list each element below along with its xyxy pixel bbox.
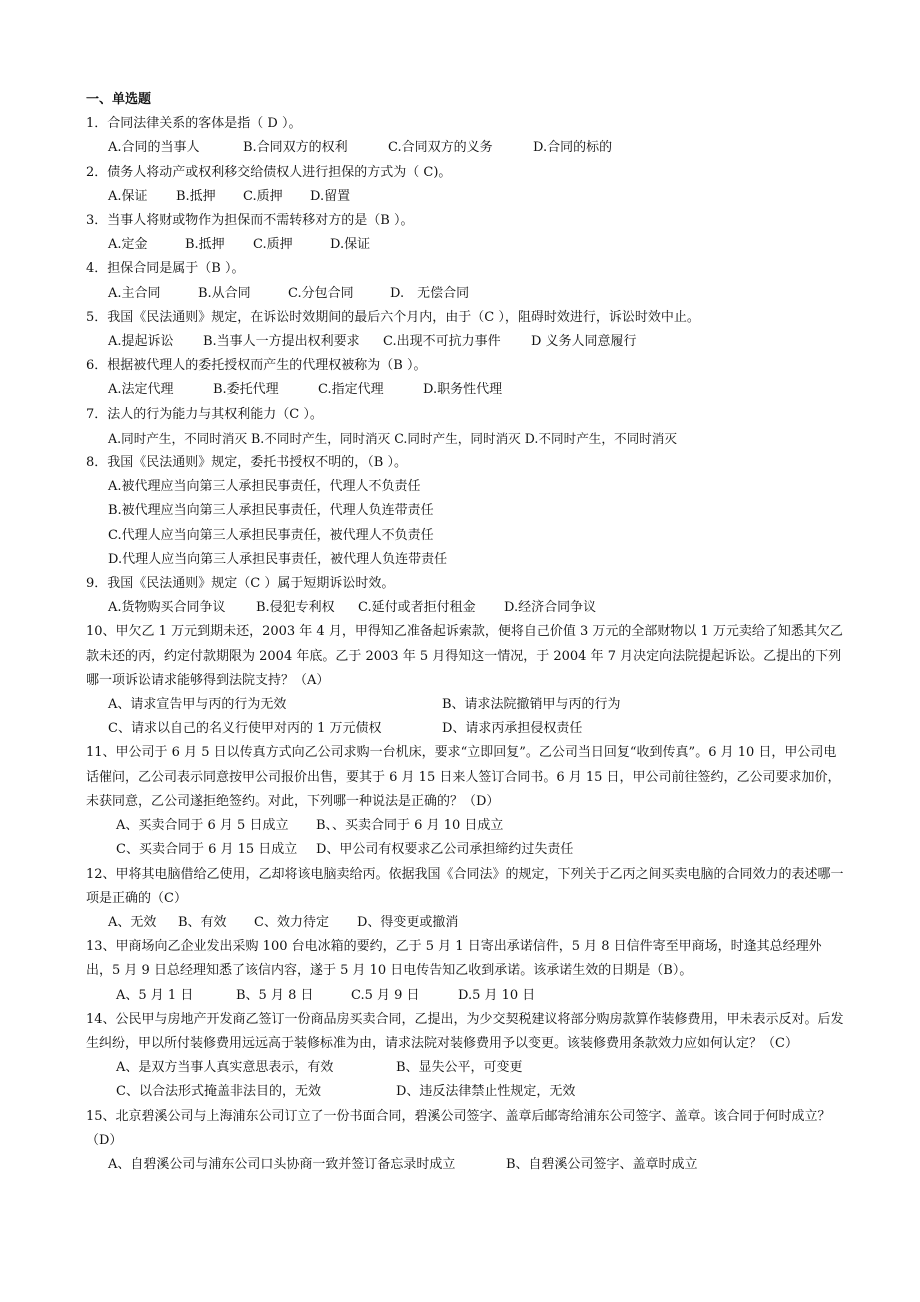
question-text: 担保合同是属于（B ）。 [107, 261, 245, 277]
question-number: 14、 [86, 1011, 116, 1027]
question-12-options [86, 911, 846, 935]
option-d: D、违反法律禁止性规定，无效 [396, 1084, 576, 1100]
option-b: B.抵押 [176, 188, 216, 204]
option-c: C、以合法形式掩盖非法目的，无效 [116, 1084, 321, 1100]
option-c: C.5 月 9 日 [351, 987, 420, 1003]
question-14 [86, 1008, 846, 1056]
option-a: A.主合同 [108, 285, 161, 301]
question-3 [86, 209, 846, 233]
question-number: 9． [86, 576, 108, 592]
option-c: C.出现不可抗力事件 [383, 334, 501, 350]
question-14-options [86, 1056, 846, 1104]
question-text: 当事人将财或物作为担保而不需转移对方的是（B ）。 [107, 213, 414, 229]
option-a: A.法定代理 [108, 382, 174, 398]
question-text: 北京碧溪公司与上海浦东公司订立了一份书面合同，碧溪公司签字、盖章后邮寄给浦东公司签字、盖章。该合同于何时成立？（D） [86, 1108, 831, 1148]
question-text: 债务人将动产或权利移交给债权人进行担保的方式为（ C)。 [107, 164, 452, 180]
question-15-options [86, 1153, 846, 1177]
question-1-options [86, 136, 846, 160]
option-b: B.合同双方的权利 [243, 140, 348, 156]
question-number: 15、 [86, 1108, 116, 1124]
option-a: A、请求宣告甲与丙的行为无效 [108, 697, 287, 713]
question-6 [86, 354, 846, 378]
option-b: B、5 月 8 日 [236, 987, 314, 1003]
option-c: C、效力待定 [254, 914, 329, 930]
question-number: 7． [86, 406, 108, 422]
option-d: D.职务性代理 [423, 382, 503, 398]
question-text: 甲公司于 6 月 5 日以传真方式向乙公司求购一台机床，要求“立即回复”。乙公司当日回复“收到传真”。6 月 10 日，甲公司电话催问，乙公司表示同意按甲公司报价出售，要其于 6 月 15 日来人签订合同书。6 月 15 日，甲公司前往签约，乙公司要求加价，未获同意，乙公司遂拒绝签约。对此，下列哪一种说法是正确的？（D） [86, 745, 841, 809]
question-2 [86, 161, 846, 185]
option-a: A.被代理应当向第三人承担民事责任，代理人不负责任 [108, 479, 421, 495]
question-4-options [86, 282, 846, 306]
question-2-options [86, 185, 846, 209]
question-5-options [86, 330, 846, 354]
option-b: B.委托代理 [213, 382, 279, 398]
option-c: C.质押 [243, 188, 283, 204]
question-11-options [86, 814, 846, 862]
option-a: A.货物购买合同争议 [108, 600, 226, 616]
question-text: 法人的行为能力与其权利能力（C ）。 [107, 406, 323, 422]
option-c: C.代理人应当向第三人承担民事责任，被代理人不负责任 [108, 527, 434, 543]
question-12 [86, 863, 846, 911]
question-7-options: A.同时产生，不同时消灭 B.不同时产生，同时消灭 C.同时产生，同时消灭 D.不同时产生，不同时消灭 [108, 430, 677, 446]
option-a: A.保证 [108, 188, 148, 204]
question-4 [86, 257, 846, 281]
document-page [86, 88, 846, 1177]
question-text: 我国《民法通则》规定，委托书授权不明的，（B ）。 [107, 455, 407, 471]
option-d: D 义务人同意履行 [531, 334, 637, 350]
option-a: A、买卖合同于 6 月 5 日成立 [116, 818, 289, 834]
option-a: A、是双方当事人真实意思表示，有效 [116, 1060, 334, 1076]
option-b: B、自碧溪公司签字、盖章时成立 [506, 1156, 698, 1172]
question-number: 2． [86, 164, 108, 180]
option-d: D.留置 [310, 188, 351, 204]
question-3-options [86, 233, 846, 257]
option-d: D.合同的标的 [533, 140, 613, 156]
option-a: A.合同的当事人 [108, 140, 200, 156]
option-c: C.指定代理 [318, 382, 384, 398]
option-b: B.从合同 [198, 285, 251, 301]
question-11 [86, 741, 846, 814]
option-c: C、请求以自己的名义行使甲对丙的 1 万元债权 [108, 721, 382, 737]
option-a: A.提起诉讼 [108, 334, 174, 350]
option-b: B、显失公平，可变更 [396, 1060, 523, 1076]
question-8 [86, 451, 846, 475]
question-8-options [86, 475, 846, 572]
question-text: 甲商场向乙企业发出采购 100 台电冰箱的要约，乙于 5 月 1 日寄出承诺信件，5 月 8 日信件寄至甲商场，时逢其总经理外出，5 月 9 日总经理知悉了该信内容，遂于 5 月 10 日电传告知乙收到承诺。该承诺生效的日期是（B）。 [86, 939, 822, 979]
question-13-options [86, 984, 846, 1008]
question-10-options [86, 693, 846, 741]
question-7 [86, 403, 846, 427]
question-15 [86, 1105, 846, 1153]
option-b: B、、买卖合同于 6 月 10 日成立 [316, 818, 504, 834]
option-c: C.合同双方的义务 [388, 140, 493, 156]
option-d: D、得变更或撤消 [357, 914, 459, 930]
option-c: C.分包合同 [288, 285, 354, 301]
option-b: B.当事人一方提出权利要求 [203, 334, 360, 350]
option-b: B、请求法院撤销甲与丙的行为 [442, 697, 621, 713]
question-number: 4． [86, 261, 108, 277]
question-6-options [86, 378, 846, 402]
question-number: 3． [86, 213, 108, 229]
question-1 [86, 112, 846, 136]
option-d: D.保证 [330, 237, 371, 253]
question-number: 8． [86, 455, 108, 471]
option-c: C、买卖合同于 6 月 15 日成立 [116, 842, 298, 858]
option-d: D.5 月 10 日 [458, 987, 536, 1003]
question-text: 我国《民法通则》规定，在诉讼时效期间的最后六个月内，由于（C ），阻碍时效进行，诉讼时效中止。 [107, 309, 700, 325]
question-number: 6． [86, 358, 108, 374]
question-text: 根据被代理人的委托授权而产生的代理权被称为（B ）。 [107, 358, 427, 374]
option-d: D.经济合同争议 [504, 600, 597, 616]
question-text: 甲欠乙 1 万元到期未还，2003 年 4 月，甲得知乙准备起诉索款，便将自己价值 3 万元的全部财物以 1 万元卖给了知悉其欠乙款未还的丙，约定付款期限为 2004 年底。乙于 2003 年 5 月得知这一情况，于 2004 年 7 月决定向法院提起诉讼。乙提出的下列哪一项诉讼请求能够得到法院支持？（A） [86, 624, 843, 688]
question-9 [86, 572, 846, 596]
question-10 [86, 620, 846, 693]
option-a: A、无效 [108, 914, 157, 930]
question-text: 我国《民法通则》规定（C ）属于短期诉讼时效。 [107, 576, 395, 592]
question-13 [86, 935, 846, 983]
section-title: 一、单选题 [86, 92, 152, 107]
option-b: B.抵押 [185, 237, 225, 253]
option-b: B、有效 [178, 914, 227, 930]
option-d: D. 无偿合同 [390, 285, 470, 301]
question-number: 1． [86, 116, 108, 132]
question-number: 11、 [86, 745, 116, 761]
question-number: 13、 [86, 939, 116, 955]
option-d: D.代理人应当向第三人承担民事责任，被代理人负连带责任 [108, 551, 448, 567]
question-5 [86, 306, 846, 330]
question-number: 5． [86, 309, 108, 325]
option-b: B.侵犯专利权 [256, 600, 335, 616]
question-number: 10、 [86, 624, 116, 640]
option-b: B.被代理应当向第三人承担民事责任，代理人负连带责任 [108, 503, 434, 519]
question-number: 12、 [86, 866, 116, 882]
question-text: 甲将其电脑借给乙使用，乙却将该电脑卖给丙。依据我国《合同法》的规定，下列关于乙丙之间买卖电脑的合同效力的表述哪一项是正确的（C） [86, 866, 844, 906]
question-text: 合同法律关系的客体是指（ D ）。 [107, 116, 302, 132]
option-c: C.质押 [253, 237, 293, 253]
option-c: C.延付或者拒付租金 [358, 600, 476, 616]
option-a: A、自碧溪公司与浦东公司口头协商一致并签订备忘录时成立 [108, 1156, 456, 1172]
option-d: D、请求丙承担侵权责任 [442, 721, 583, 737]
question-9-options [86, 596, 846, 620]
option-a: A.定金 [108, 237, 148, 253]
option-d: D、甲公司有权要求乙公司承担缔约过失责任 [316, 842, 574, 858]
option-a: A、5 月 1 日 [116, 987, 194, 1003]
question-text: 公民甲与房地产开发商乙签订一份商品房买卖合同，乙提出，为少交契税建议将部分购房款算作装修费用，甲未表示反对。后发生纠纷，甲以所付装修费用远远高于装修标准为由，请求法院对装修费用予以变更。该装修费用条款效力应如何认定？（C） [86, 1011, 844, 1051]
